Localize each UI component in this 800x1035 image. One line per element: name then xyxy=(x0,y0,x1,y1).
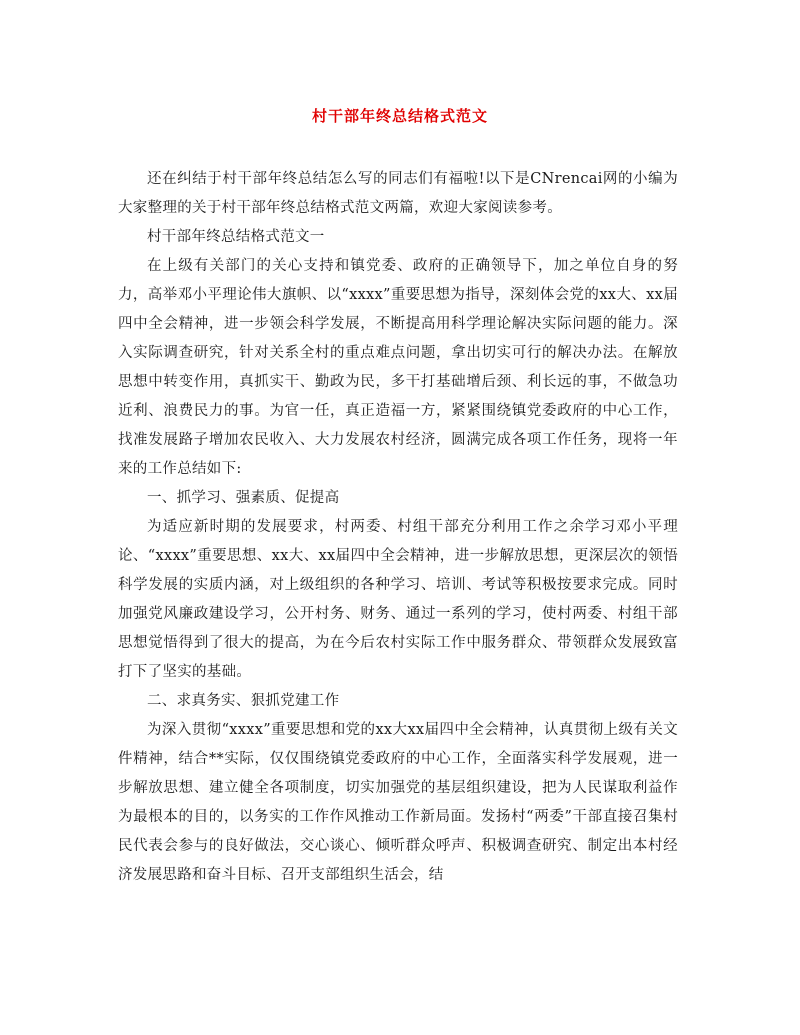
document-body xyxy=(118,165,678,890)
body-paragraph: 在上级有关部门的关心支持和镇党委、政府的正确领导下，加之单位自身的努力，高举邓小平理论伟大旗帜、以“xxxx”重要思想为指导，深刻体会党的xx大、xx届四中全会精神，进一步领会科学发展，不断提高用科学理论解决实际问题的能力。深入实际调查研究，针对关系全村的重点难点问题，拿出切实可行的解决办法。在解放思想中转变作用，真抓实干、勤政为民，多干打基础增后颈、利长远的事，不做急功近利、浪费民力的事。为官一任，真正造福一方，紧紧围绕镇党委政府的中心工作，找准发展路子增加农民收入、大力发展农村经济，圆满完成各项工作任务，现将一年来的工作总结如下: xyxy=(118,258,678,477)
section-heading-party-building: 二、求真务实、狠抓党建工作 xyxy=(147,693,340,709)
document-title: 村干部年终总结格式范文 xyxy=(311,107,488,125)
intro-paragraph: 还在纠结于村干部年终总结怎么写的同志们有福啦!以下是CNrencai网的小编为大家整理的关于村干部年终总结格式范文两篇，欢迎大家阅读参考。 xyxy=(118,171,678,216)
body-paragraph: 为适应新时期的发展要求，村两委、村组干部充分利用工作之余学习邓小平理论、“xxxx”重要思想、xx大、xx届四中全会精神，进一步解放思想，更深层次的领悟科学发展的实质内涵，对上级组织的各种学习、培训、考试等积极按要求完成。同时加强党风廉政建设学习，公开村务、财务、通过一系列的学习，使村两委、村组干部思想觉悟得到了很大的提高，为在今后农村实际工作中服务群众、带领群众发展致富打下了坚实的基础。 xyxy=(118,519,678,680)
section-heading-sample-one: 村干部年终总结格式范文一 xyxy=(147,229,325,245)
body-paragraph: 为深入贯彻“xxxx”重要思想和党的xx大xx届四中全会精神，认真贯彻上级有关文件精神，结合**实际，仅仅围绕镇党委政府的中心工作，全面落实科学发展观，进一步解放思想、建立健全各项制度，切实加强党的基层组织建设，把为人民谋取利益作为最根本的目的，以务实的工作作风推动工作新局面。发扬村“两委”干部直接召集村民代表会参与的良好做法，交心谈心、倾听群众呼声、积极调查研究、制定出本村经济发展思路和奋斗目标、召开支部组织生活会，结 xyxy=(118,722,678,883)
section-heading-study: 一、抓学习、强素质、促提高 xyxy=(147,490,340,506)
